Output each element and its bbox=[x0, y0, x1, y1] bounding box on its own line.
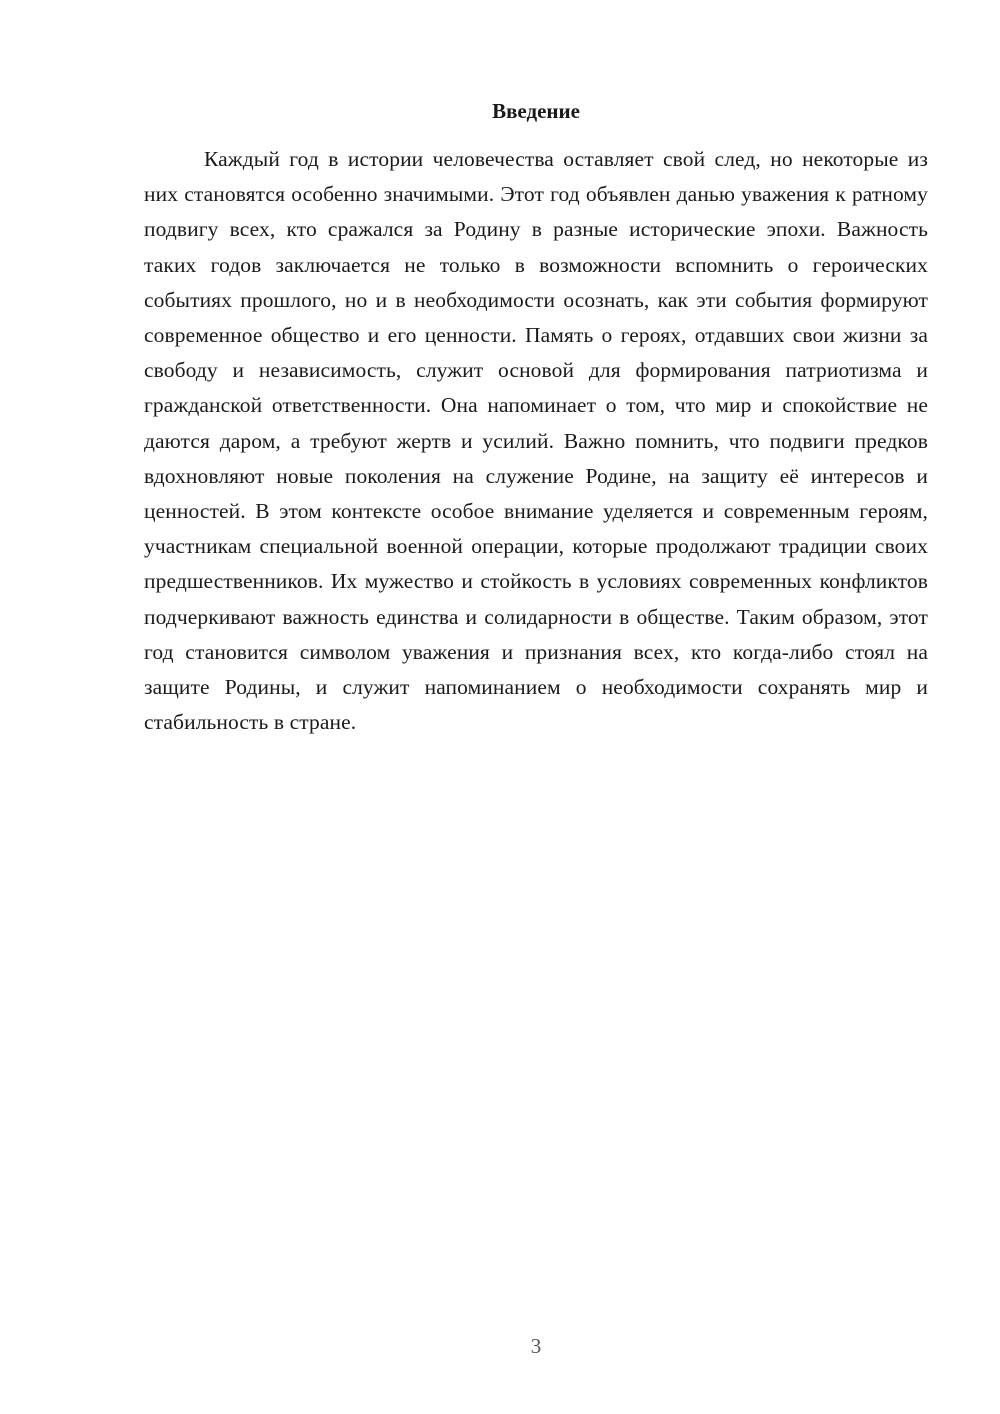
body-paragraph: Каждый год в истории человечества оставляет свой след, но некоторые из них становятся особенно значимыми. Этот год объявлен данью уважения к ратному подвигу всех, кто сражался за Родину в разные исторические эпохи. Важность таких годов заключается не только в возможности вспомнить о героических событиях прошлого, но и в необходимости осознать, как эти события формируют современное общество и его ценности. Память о героях, отдавших свои жизни за свободу и независимость, служит основой для формирования патриотизма и гражданской ответственности. Она напоминает о том, что мир и спокойствие не даются даром, а требуют жертв и усилий. Важно помнить, что подвиги предков вдохновляют новые поколения на служение Родине, на защиту её интересов и ценностей. В этом контексте особое внимание уделяется и современным героям, участникам специальной военной операции, которые продолжают традиции своих предшественников. Их мужество и стойкость в условиях современных конфликтов подчеркивают важность единства и солидарности в обществе. Таким образом, этот год становится символом уважения и признания всех, кто когда-либо стоял на защите Родины, и служит напоминанием о необходимости сохранять мир и стабильность в стране. bbox=[144, 147, 928, 735]
section-heading: Введение bbox=[492, 99, 580, 123]
page-number: 3 bbox=[530, 1334, 542, 1358]
